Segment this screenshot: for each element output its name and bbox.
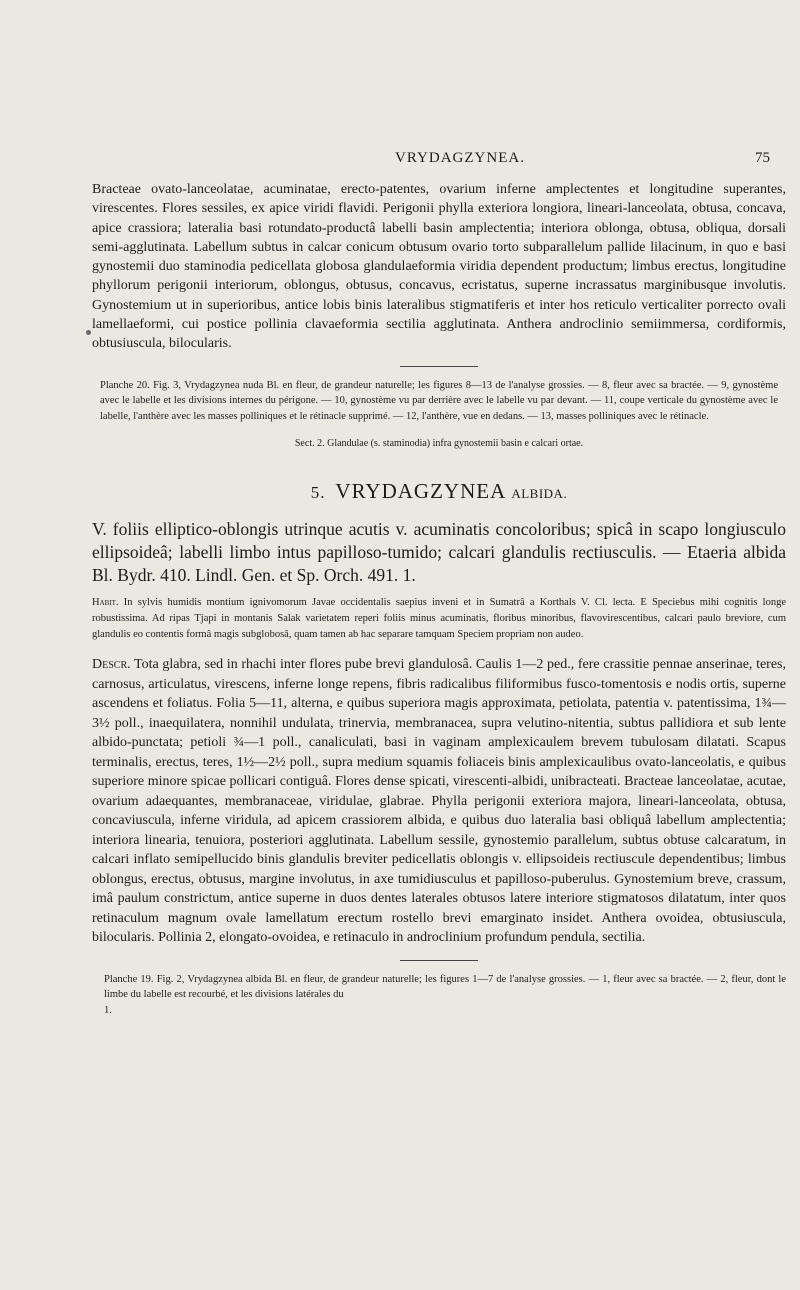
page-speck (86, 330, 91, 335)
plate-caption-20: Planche 20. Fig. 3, Vrydagzynea nuda Bl. en fleur, de grandeur naturelle; les figures 8—13 de l'analyse grossies. — 8, fleur avec sa bractée. — 9, gynostème avec le labelle et les divisions internes du périgone. — 10, gynostème vu par derrière avec le labelle vu par devant. — 11, coupe verticale du gynostème avec le labelle, l'anthère avec les masses polliniques et le rétinacle supprimé. — 12, l'anthère, vue en dedans. — 13, masses polliniques avec le rétinacle. (100, 379, 778, 422)
description-text: Tota glabra, sed in rhachi inter flores pube brevi glandulosâ. Caulis 1—2 ped., fere crassitie pennae anserinae, teres, carnosus, articulatus, virescens, inferne longe repens, fibris radicalibus filiformibus fusco-tomentosis e nodis ortis, superne ascendens et foliatus. Folia 5—11, alterna, e quibus superiora magis approximata, petiolata, patentia v. patentissima, 1¾—3½ poll., inaequilatera, nonnihil undulata, trinervia, membranacea, supra velutino-nitentia, subtus pallidiora et sub lente albido-punctata; petioli ¾—1 poll., canaliculati, basi in vaginam amplexicaulem brevem tubulosam dilatati. Scapus terminalis, erectus, teres, 1½—2½ poll., supra medium squamis foliaceis binis amplexicaulibus ovato-lanceolatis, e quibus superiore minore spicae pollicari contiguâ. Flores dense spicati, virescenti-albidi, unibracteati. Bracteae lanceolatae, acutae, ovarium adaequantes, membranaceae, viridulae, glabrae. Phylla perigonii exteriora majora, lineari-lanceolata, obtusa, concaviuscula, inferne viridula, ad apicem crassiorem albida, e quibus duo lateralia basi obliquâ labellum amplectentia; interiora linearia, tenuiora, posteriori agglutinata. Labellum sessile, gynostemio parallelum, subtus obtuse calcaratum, in calcari inflato semipellucido binis glandulis breviter pedicellatis oblongis v. ellipsoideis rectiuscule dependentibus; limbus oblongus, erectus, obtusus, margine involutus, in axe tumidiusculus et papilloso-puberulus. Gynostemium breve, crassum, imâ paulum constrictum, antice superne in duos dentes laterales obtusos latere interiore stigmatosos dilatatum, inter quos retinaculum magnum ovale lamellatum erectum rostello brevi emarginato insidet. Anthera ovoidea, obtusiuscula, bilocularis. Pollinia 2, elongato-ovoidea, e retinaculo in androclinium profundum pendula, sectilia. (92, 657, 786, 946)
plate-caption-19: Planche 19. Fig. 2, Vrydagzynea albida Bl. en fleur, de grandeur naturelle; les figures 1—7 de l'analyse grossies. — 1, fleur avec sa bractée. — 2, fleur, dont le limbe du labelle est recourbé, et les divisions latérales du (104, 973, 786, 1001)
section-note: Sect. 2. Glandulae (s. staminodia) infra gynostemii basin e calcari ortae. (294, 438, 584, 450)
intro-paragraph: Bracteae ovato-lanceolatae, acuminatae, erecto-patentes, ovarium inferne amplectentes et longitudine superantes, virescentes. Flores sessiles, ex apice viridi flavidi. Perigonii phylla exteriora longiora, lineari-lanceolata, obtusa, concava, apice crassiora; lateralia basi rotundato-productâ labelli basin amplectentia; interiora oblonga, obtusa, obliqua, dorsali semi-agglutinata. Labellum subtus in calcar conicum obtusum ovario torto subparallelum pallide lilacinum, in quo e basi gynostemii duo staminodia pedicellata globosa glandulaeformia viridia dependent productum; limbus erectus, longitudine phyllorum perigonii interiorum, oblongus, obtusus, concavus, ecristatus, superne incrassatus marginibusque involutis. Gynostemium ut in superioribus, antice lobis binis lateralibus stigmatiferis et inter hos reticulo verticaliter porrecto ovali lamellaeformi, cui postice pollinia clavaeformia sectilia agglutinata. Anthera androclinio semiimmersa, cordiformis, obtusiuscula, bilocularis. (92, 182, 786, 352)
habit-label: Habit. (92, 597, 119, 609)
species-diagnosis: V. foliis elliptico-oblongis utrinque acutis v. acuminatis concoloribus; spicâ in scapo longiusculo ellipsoideâ; labelli limbo intus papilloso-tumido; calcari glandulis rectiusculis. — Etaeria albida Bl. Bydr. 410. Lindl. Gen. et Sp. Orch. 491. 1. (92, 519, 786, 586)
divider-rule (400, 366, 478, 367)
page-content (92, 180, 786, 1018)
species-heading (92, 479, 786, 504)
footer-fragment: 1. (104, 1004, 112, 1016)
description-paragraph (92, 655, 786, 948)
divider-rule-2 (400, 960, 478, 961)
page-number: 75 (755, 150, 770, 166)
description-label: Descr. (92, 657, 131, 673)
species-number: 5. (310, 483, 326, 503)
habit-paragraph (92, 595, 786, 643)
species-epithet: ALBIDA. (511, 486, 568, 502)
habit-text: In sylvis humidis montium ignivomorum Javae occidentalis saepius inveni et in Sumatrâ a Korthals V. Cl. lecta. E Speciebus mihi cognitis longe robustissima. Ad ripas Tjapi in montanis Salak varietatem reperi foliis minus acuminatis, floribus minoribus, flavovirescentibus, calcari paulo breviore, cum glandulis eo contentis formâ magis subglobosâ, quam tamen ab hac separare tamquam Speciem propriam non audeo. (92, 597, 786, 641)
species-genus: VRYDAGZYNEA (335, 479, 506, 504)
page-header (150, 150, 770, 174)
running-title: VRYDAGZYNEA. (395, 150, 525, 166)
